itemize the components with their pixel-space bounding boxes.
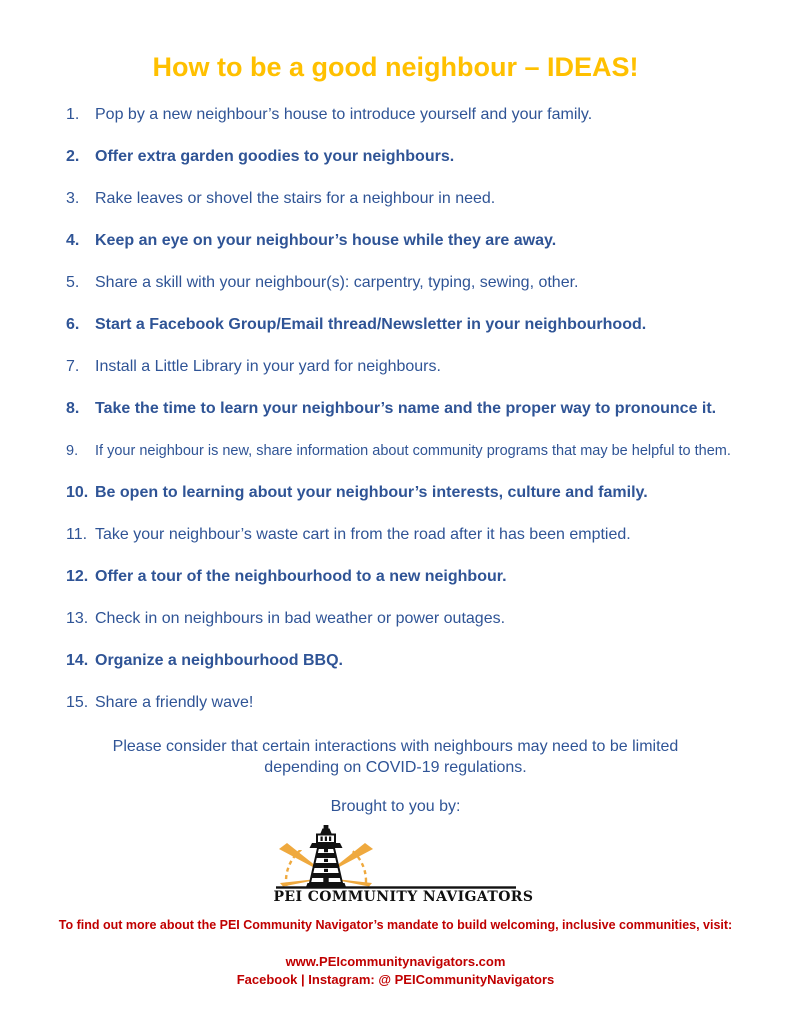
list-item-number: 4. <box>66 232 80 249</box>
list-item <box>66 484 751 502</box>
list-item-text: Start a Facebook Group/Email thread/Newsletter in your neighbourhood. <box>95 316 647 333</box>
pei-navigators-logo <box>273 824 534 905</box>
list-item-text: Take the time to learn your neighbour’s name and the proper way to pronounce it. <box>95 400 717 417</box>
list-item <box>66 442 751 460</box>
list-item-text: Rake leaves or shovel the stairs for a neighbour in need. <box>95 190 496 207</box>
list-item-text: If your neighbour is new, share information about community programs that may be helpful to them. <box>95 443 731 459</box>
list-item-number: 10. <box>66 484 89 501</box>
list-item-text: Check in on neighbours in bad weather or power outages. <box>95 610 506 627</box>
list-item-number: 14. <box>66 652 89 669</box>
list-item <box>66 694 751 712</box>
list-item-text: Offer a tour of the neighbourhood to a new neighbour. <box>95 568 507 585</box>
list-item-number: 15. <box>66 694 89 711</box>
list-item <box>66 274 751 292</box>
list-item-text: Share a friendly wave! <box>95 694 254 711</box>
list-item <box>66 106 751 124</box>
list-item <box>66 610 751 628</box>
list-item <box>66 568 751 586</box>
list-item-text: Be open to learning about your neighbour’s interests, culture and family. <box>95 484 648 501</box>
list-item-number: 7. <box>66 358 80 375</box>
list-item <box>66 652 751 670</box>
list-item-number: 2. <box>66 148 80 165</box>
list-item <box>66 232 751 250</box>
social-handles: Facebook | Instagram: @ PEICommunityNavigators <box>236 972 555 987</box>
brought-to-you-by-label: Brought to you by: <box>330 798 461 815</box>
website-url: www.PEIcommunitynavigators.com <box>285 954 506 969</box>
list-item-text: Keep an eye on your neighbour’s house while they are away. <box>95 232 557 249</box>
lighthouse-icon <box>306 825 346 887</box>
lighthouse-compass-icon <box>276 824 516 894</box>
list-item-number: 1. <box>66 106 80 123</box>
list-item <box>66 316 751 334</box>
list-item-text: Pop by a new neighbour’s house to introduce yourself and your family. <box>95 106 593 123</box>
covid-note: Please consider that certain interactions with neighbours may need to be limited depending on COVID-19 regulations. <box>112 738 679 776</box>
page-title: How to be a good neighbour – IDEAS! <box>152 52 639 82</box>
list-item-text: Share a skill with your neighbour(s): carpentry, typing, sewing, other. <box>95 274 579 291</box>
ideas-list <box>0 106 791 712</box>
list-item-text: Offer extra garden goodies to your neighbours. <box>95 148 455 165</box>
list-item <box>66 400 751 418</box>
list-item <box>66 358 751 376</box>
list-item-text: Install a Little Library in your yard for neighbours. <box>95 358 441 375</box>
list-item-text: Take your neighbour’s waste cart in from the road after it has been emptied. <box>95 526 631 543</box>
footer-mandate-text: To find out more about the PEI Community Navigator’s mandate to build welcoming, inclusive communities, visit: <box>58 918 733 932</box>
list-item-number: 8. <box>66 400 80 417</box>
list-item-number: 11. <box>66 526 88 543</box>
list-item-number: 9. <box>66 443 79 459</box>
logo-wordmark: PEI COMMUNITY NAVIGATORS <box>273 889 534 905</box>
list-item-number: 3. <box>66 190 80 207</box>
list-item-number: 13. <box>66 610 89 627</box>
list-item <box>66 190 751 208</box>
list-item <box>66 148 751 166</box>
list-item-number: 5. <box>66 274 80 291</box>
list-item-text: Organize a neighbourhood BBQ. <box>95 652 343 669</box>
list-item-number: 12. <box>66 568 89 585</box>
list-item-number: 6. <box>66 316 80 333</box>
list-item <box>66 526 751 544</box>
